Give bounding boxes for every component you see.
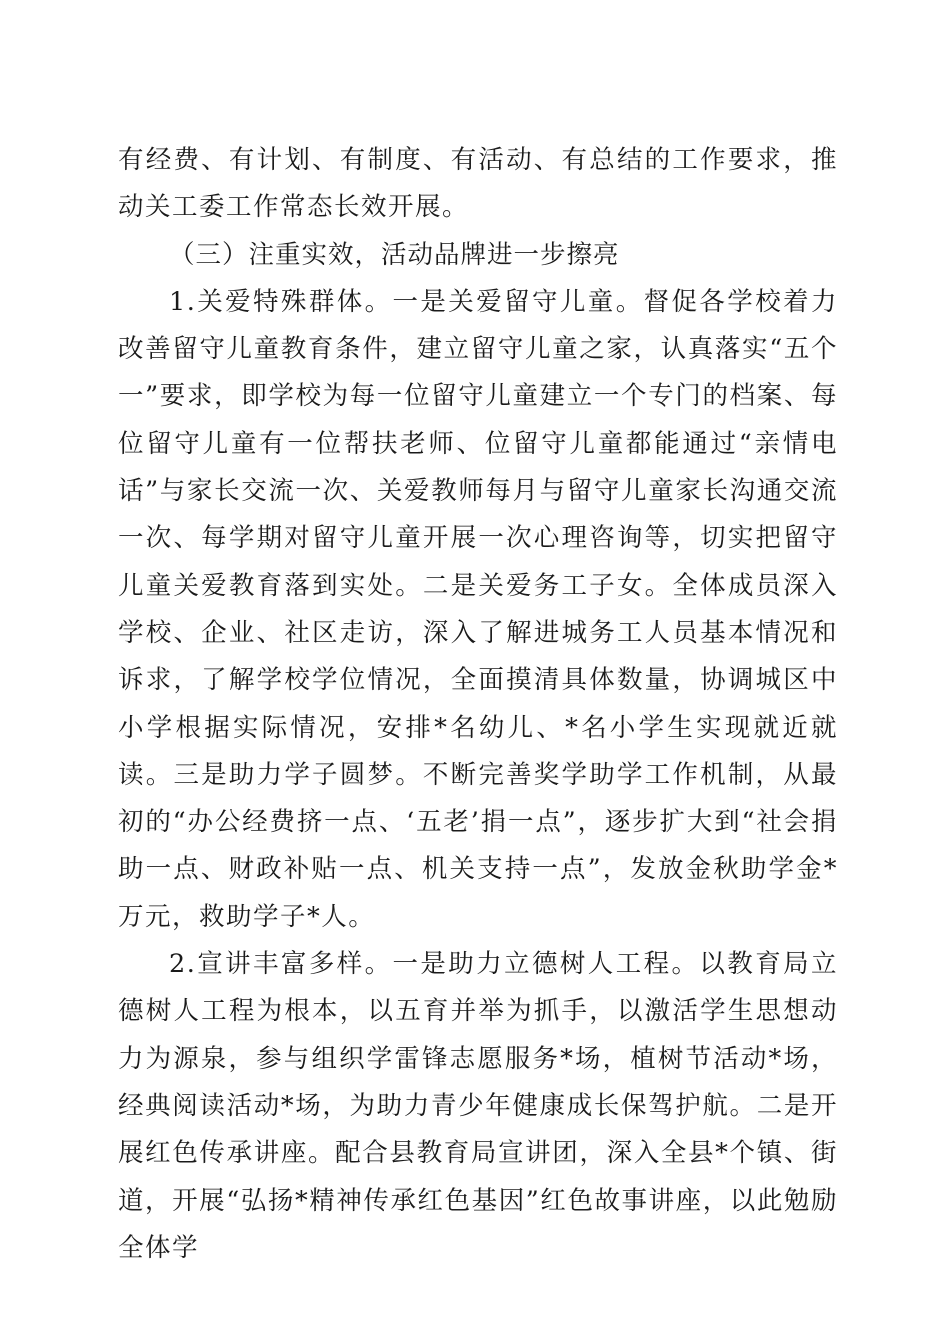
paragraph-continuation: 有经费、有计划、有制度、有活动、有总结的工作要求，推动关工委工作常态长效开展。 <box>118 145 838 223</box>
document-body <box>118 137 838 1272</box>
paragraph-care-special-groups: 1.关爱特殊群体。一是关爱留守儿童。督促各学校着力改善留守儿童教育条件，建立留守儿童之家，认真落实“五个一”要求，即学校为每一位留守儿童建立一个专门的档案、每位留守儿童有一位帮扶老师、位留守儿童都能通过“亲情电话”与家长交流一次、关爱教师每月与留守儿童家长沟通交流一次、每学期对留守儿童开展一次心理咨询等，切实把留守儿童关爱教育落到实处。二是关爱务工子女。全体成员深入学校、企业、社区走访，深入了解进城务工人员基本情况和诉求，了解学校学位情况，全面摸清具体数量，协调城区中小学根据实际情况，安排*名幼儿、*名小学生实现就近就读。三是助力学子圆梦。不断完善奖学助学工作机制，从最初的“办公经费挤一点、‘五老’捐一点”，逐步扩大到“社会捐助一点、财政补贴一点、机关支持一点”，发放金秋助学金*万元，救助学子*人。 <box>118 286 838 932</box>
section-heading: （三）注重实效，活动品牌进一步擦亮 <box>169 239 620 270</box>
paragraph-lectures: 2.宣讲丰富多样。一是助力立德树人工程。以教育局立德树人工程为根本，以五育并举为抓手，以激活学生思想动力为源泉，参与组织学雷锋志愿服务*场，植树节活动*场，经典阅读活动*场，为助力青少年健康成长保驾护航。二是开展红色传承讲座。配合县教育局宣讲团，深入全县*个镇、街道，开展“弘扬*精神传承红色基因”红色故事讲座，以此勉励全体学 <box>118 949 838 1263</box>
